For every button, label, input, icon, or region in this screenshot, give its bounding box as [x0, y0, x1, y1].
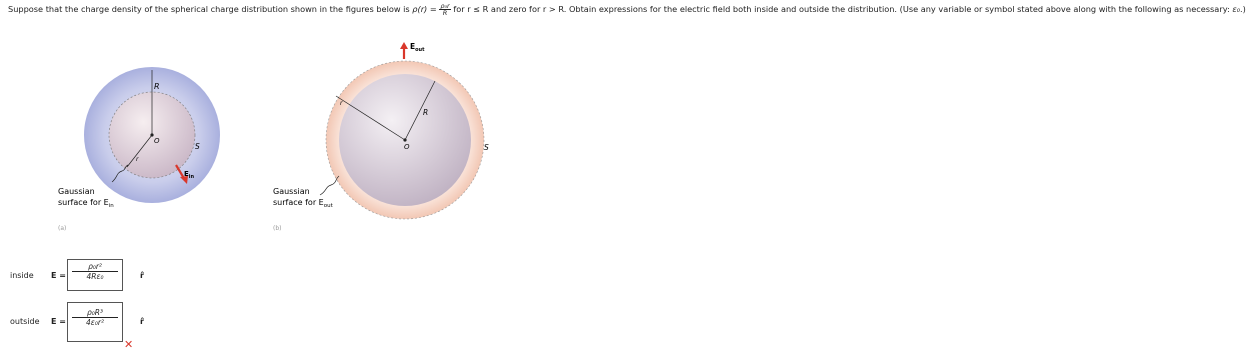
question-prefix: Suppose that the charge density of the spherical charge distribution shown in the figures below is	[8, 4, 413, 14]
rho-fraction	[439, 3, 450, 16]
inside-e-symbol: E =	[51, 271, 66, 280]
inside-answer-box[interactable]	[67, 259, 123, 291]
label-r-b: r	[340, 100, 343, 107]
gaussian-label-b-line2: surface for $E_{out}$	[273, 198, 333, 209]
gaussian-label-b-line1: Gaussian	[273, 187, 310, 196]
label-O-b: O	[404, 143, 410, 151]
outside-answer-denominator: 4ε₀r²	[86, 318, 104, 327]
question-text	[8, 2, 1246, 17]
outside-label: outside	[10, 317, 40, 326]
figure-b	[265, 35, 495, 230]
outside-answer-numerator: ρ₀R³	[72, 308, 118, 318]
label-R-a: R	[154, 82, 160, 91]
rho-fraction-numerator: ρ₀r	[440, 2, 450, 10]
epsilon-symbol: ε₀	[1232, 4, 1241, 14]
label-E-in: $E_{in}$	[184, 170, 195, 180]
inside-r-hat: r̂	[140, 271, 144, 280]
caption-a: (a)	[58, 225, 67, 232]
question-suffix: .)	[1240, 4, 1246, 14]
label-E-out: $E_{out}$	[410, 42, 425, 53]
rho-expression: ρ(r) =	[412, 4, 440, 14]
gaussian-label-a-line1: Gaussian	[58, 187, 95, 196]
label-S-a: S	[195, 142, 200, 151]
label-O-a: O	[154, 137, 160, 145]
gaussian-pointer-b	[320, 176, 339, 195]
inside-answer-denominator: 4Rε₀	[86, 272, 104, 281]
figure-a-drawing	[40, 55, 220, 230]
label-S-b: S	[484, 143, 489, 152]
field-arrowhead-b	[400, 42, 408, 49]
incorrect-mark-icon: ✕	[124, 338, 134, 351]
outside-e-symbol: E =	[51, 317, 66, 326]
label-r-a: r	[136, 156, 139, 163]
inside-answer-numerator: ρ₀r²	[72, 262, 118, 272]
figure-a	[40, 55, 220, 230]
gaussian-label-a-line2: surface for $E_{in}$	[58, 198, 114, 209]
label-R-b: R	[423, 108, 429, 117]
question-middle: for r ≤ R and zero for r > R. Obtain expressions for the electric field both inside and outside the distribution. (Use any variable or symbol stated above along with the following as necessary:	[450, 4, 1233, 14]
center-point-b	[403, 138, 406, 141]
caption-b: (b)	[273, 225, 282, 232]
figure-b-drawing	[265, 35, 495, 230]
outside-answer-box[interactable]	[67, 302, 123, 342]
inside-label: inside	[10, 271, 34, 280]
outside-r-hat: r̂	[140, 317, 144, 326]
rho-fraction-denominator: R	[442, 9, 448, 17]
